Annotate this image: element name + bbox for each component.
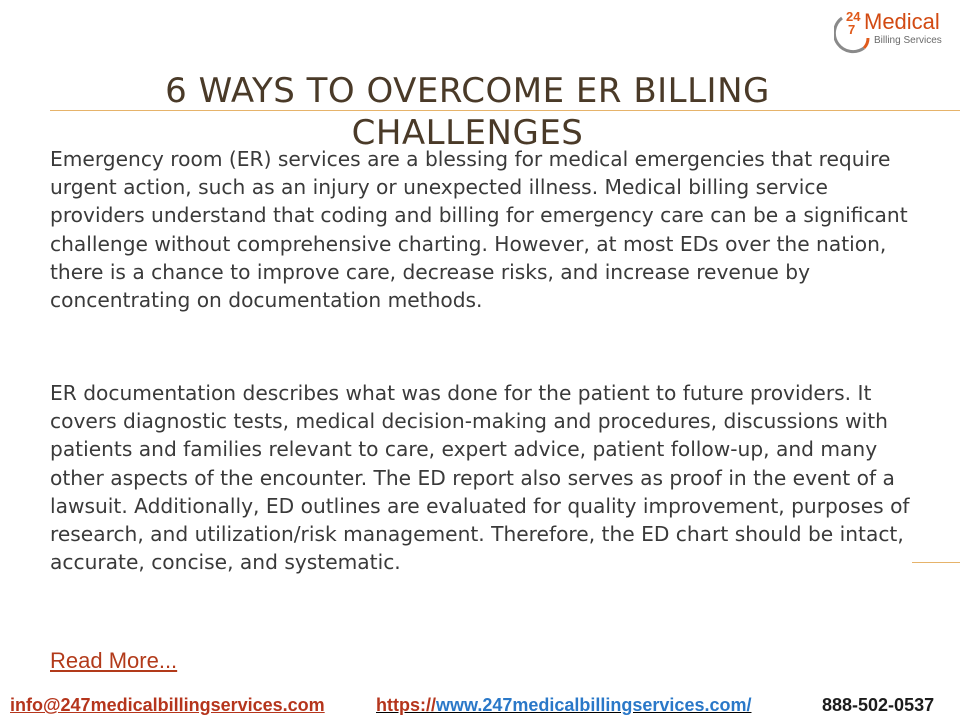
footer-url-host: www.247medicalbillingservices.com/ [436,695,752,715]
footer-email-link[interactable]: info@247medicalbillingservices.com [10,695,325,715]
logo-numeral-top: 24 [846,9,861,24]
company-logo [834,8,954,56]
logo-wordmark: Medical [864,9,940,34]
logo-numeral-bottom: 7 [848,22,856,37]
footer-url-protocol: https:// [376,695,436,715]
paragraph-documentation: ER documentation describes what was done for the patient to future providers. It covers diagnostic tests, medical decision-making and procedures, discussions with patients and families relevant to care, expert advice, patient follow-up, and many other aspects of the encounter. The ED report also serves as proof in the event of a lawsuit. Additionally, ED outlines are evaluated for quality improvement, purposes of research, and utilization/risk management. Therefore, the ED chart should be intact, accurate, concise, and systematic. [50,381,910,575]
side-divider [912,562,960,563]
footer-website-link[interactable] [376,693,751,717]
page-title: 6 WAYS TO OVERCOME ER BILLING CHALLENGES [165,71,770,153]
read-more-link[interactable]: Read More... [50,648,178,673]
logo-subtitle: Billing Services [874,35,942,46]
footer-phone-number: 888-502-0537 [822,695,935,715]
paragraph-intro: Emergency room (ER) services are a blessing for medical emergencies that require urgent action, such as an injury or unexpected illness. Medical billing service providers understand that coding and billing for emergency care can be a significant challenge without comprehensive charting. However, at most EDs over the nation, there is a chance to improve care, decrease risks, and increase revenue by concentrating on documentation methods. [50,147,908,313]
